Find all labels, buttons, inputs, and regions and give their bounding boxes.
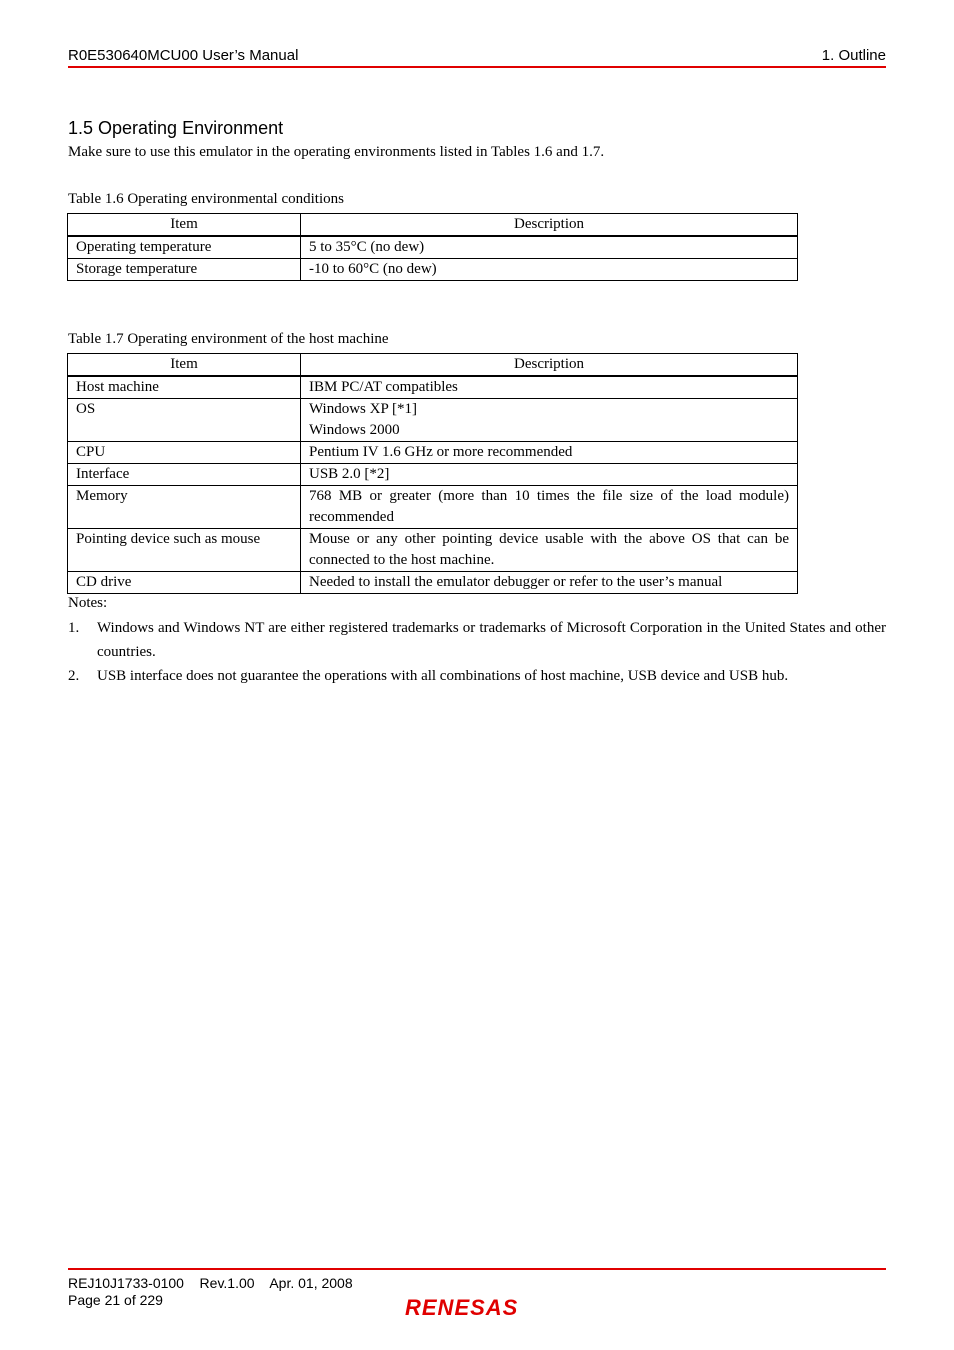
item-cell: CD drive	[68, 572, 301, 594]
column-header-item: Item	[68, 354, 301, 377]
page-header	[68, 46, 886, 68]
renesas-logo	[403, 1294, 551, 1325]
footer-doc-info	[68, 1275, 353, 1292]
table-row	[68, 259, 798, 281]
page-footer	[68, 1275, 353, 1309]
revision: Rev.1.00	[199, 1275, 255, 1291]
svg-text:RENESAS: RENESAS	[405, 1295, 519, 1320]
item-cell: CPU	[68, 442, 301, 464]
item-cell: Storage temperature	[68, 259, 301, 281]
description-cell	[301, 399, 798, 442]
notes-label: Notes:	[68, 595, 108, 611]
page-number: Page 21 of 229	[68, 1292, 163, 1308]
table-row	[68, 376, 798, 399]
item-cell: Operating temperature	[68, 236, 301, 259]
description-cell: 768 MB or greater (more than 10 times the file size of the load module) recommended	[301, 486, 798, 529]
table-header-row	[68, 214, 798, 237]
item-cell: Interface	[68, 464, 301, 486]
table-1-7-caption: Table 1.7 Operating environment of the host machine	[68, 331, 389, 347]
description-cell: USB 2.0 [*2]	[301, 464, 798, 486]
description-cell: Needed to install the emulator debugger or refer to the user’s manual	[301, 572, 798, 594]
column-header-item: Item	[68, 214, 301, 237]
footer-divider	[68, 1268, 886, 1270]
description-cell: IBM PC/AT compatibles	[301, 376, 798, 399]
host-machine-table	[67, 353, 798, 594]
description-cell: Pentium IV 1.6 GHz or more recommended	[301, 442, 798, 464]
item-cell: Memory	[68, 486, 301, 529]
operating-conditions-table	[67, 213, 798, 281]
chapter-title: 1. Outline	[821, 47, 886, 64]
description-cell: -10 to 60°C (no dew)	[301, 259, 798, 281]
table-row	[68, 442, 798, 464]
item-cell: OS	[68, 399, 301, 442]
description-line: Windows 2000	[309, 422, 400, 438]
table-1-6-caption: Table 1.6 Operating environmental conditions	[68, 191, 344, 207]
table-row	[68, 399, 798, 442]
description-line: Windows XP [*1]	[309, 401, 418, 417]
note-text: Windows and Windows NT are either registered trademarks or trademarks of Microsoft Corporation in the United States and other countries.	[97, 620, 886, 660]
table-row	[68, 486, 798, 529]
item-cell: Pointing device such as mouse	[68, 529, 301, 572]
note-item	[68, 664, 886, 688]
table-row	[68, 236, 798, 259]
item-cell: Host machine	[68, 376, 301, 399]
table-row	[68, 572, 798, 594]
manual-title: R0E530640MCU00 User’s Manual	[68, 47, 299, 64]
release-date: Apr. 01, 2008	[269, 1275, 353, 1291]
note-item	[68, 616, 886, 664]
description-cell: 5 to 35°C (no dew)	[301, 236, 798, 259]
table-header-row	[68, 354, 798, 377]
column-header-description: Description	[301, 214, 798, 237]
table-row	[68, 464, 798, 486]
note-number: 2.	[68, 668, 80, 684]
note-number: 1.	[68, 620, 80, 636]
column-header-description: Description	[301, 354, 798, 377]
table-row	[68, 529, 798, 572]
section-intro: Make sure to use this emulator in the operating environments listed in Tables 1.6 and 1.7.	[68, 144, 605, 160]
description-cell: Mouse or any other pointing device usable with the above OS that can be connected to the host machine.	[301, 529, 798, 572]
doc-number: REJ10J1733-0100	[68, 1275, 184, 1291]
note-text: USB interface does not guarantee the operations with all combinations of host machine, USB device and USB hub.	[97, 668, 789, 684]
section-title: 1.5 Operating Environment	[68, 118, 284, 138]
